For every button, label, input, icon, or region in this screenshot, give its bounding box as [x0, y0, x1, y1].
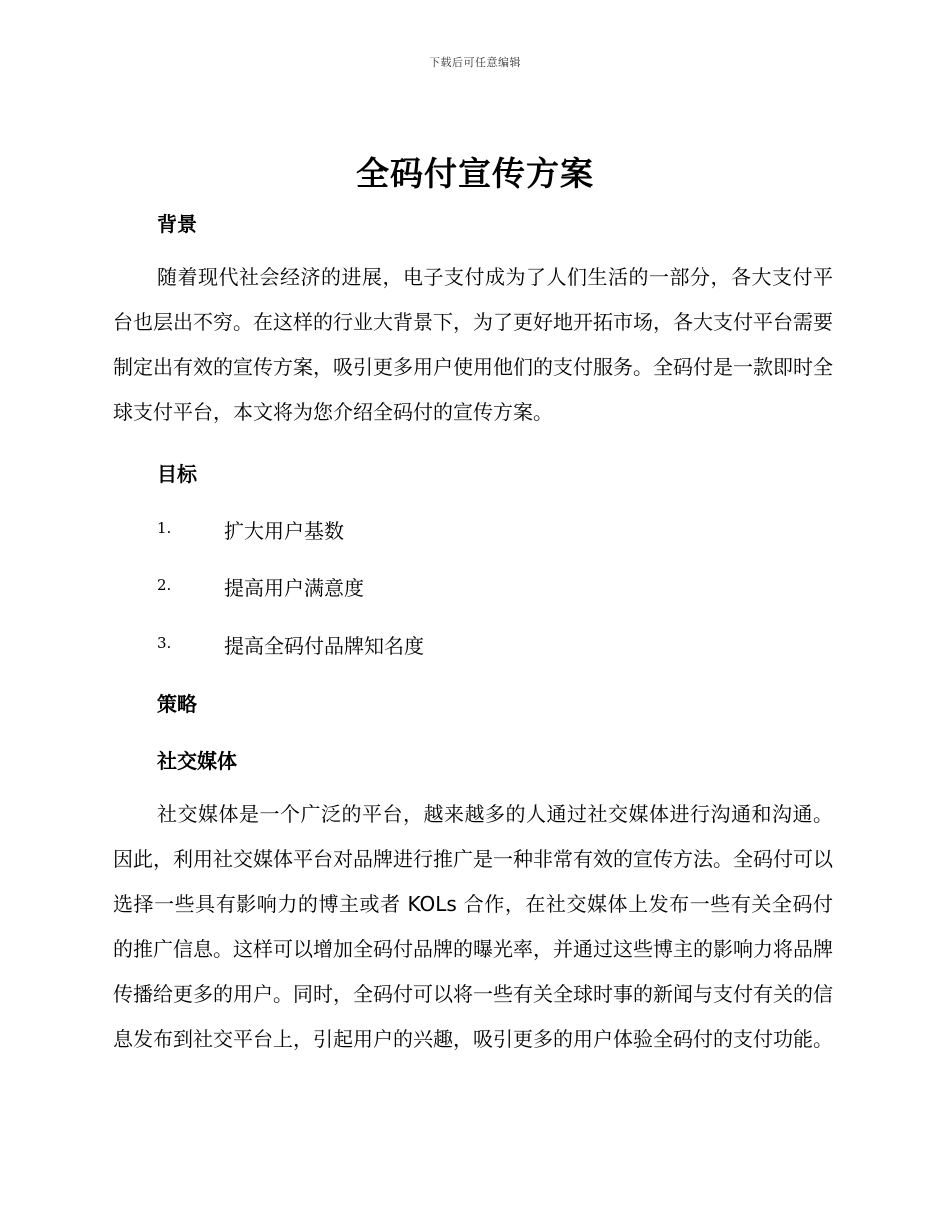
list-item	[157, 572, 657, 602]
heading-background: 背景	[157, 212, 197, 236]
list-number: 3.	[157, 634, 172, 652]
heading-strategy: 策略	[157, 692, 197, 716]
list-number: 1.	[157, 519, 172, 537]
list-text: 提高用户满意度	[224, 576, 364, 600]
paragraph-social-media: 社交媒体是一个广泛的平台，越来越多的人通过社交媒体进行沟通和沟通。因此，利用社交媒体平台对品牌进行推广是一种非常有效的宣传方法。全码付可以选择一些具有影响力的博主或者 KOLs 合作，在社交媒体上发布一些有关全码付的推广信息。这样可以增加全码付品牌的曝光率，并通过这些博主的影响力将品牌传播给更多的用户。同时，全码付可以将一些有关全球时事的新闻与支付有关的信息发布到社交平台上，引起用户的兴趣，吸引更多的用户体验全码付的支付功能。	[113, 802, 833, 1051]
list-item	[157, 630, 657, 660]
list-item	[157, 515, 657, 545]
heading-social-media: 社交媒体	[157, 749, 237, 773]
heading-goals: 目标	[157, 462, 197, 486]
header-note: 下载后可任意编辑	[429, 56, 521, 69]
document-title: 全码付宣传方案	[356, 154, 594, 193]
list-text: 扩大用户基数	[224, 519, 344, 543]
list-text: 提高全码付品牌知名度	[224, 634, 424, 658]
paragraph-background: 随着现代社会经济的进展，电子支付成为了人们生活的一部分，各大支付平台也层出不穷。在这样的行业大背景下，为了更好地开拓市场，各大支付平台需要制定出有效的宣传方案，吸引更多用户使用他们的支付服务。全码付是一款即时全球支付平台，本文将为您介绍全码付的宣传方案。	[113, 265, 833, 424]
list-number: 2.	[157, 576, 172, 594]
